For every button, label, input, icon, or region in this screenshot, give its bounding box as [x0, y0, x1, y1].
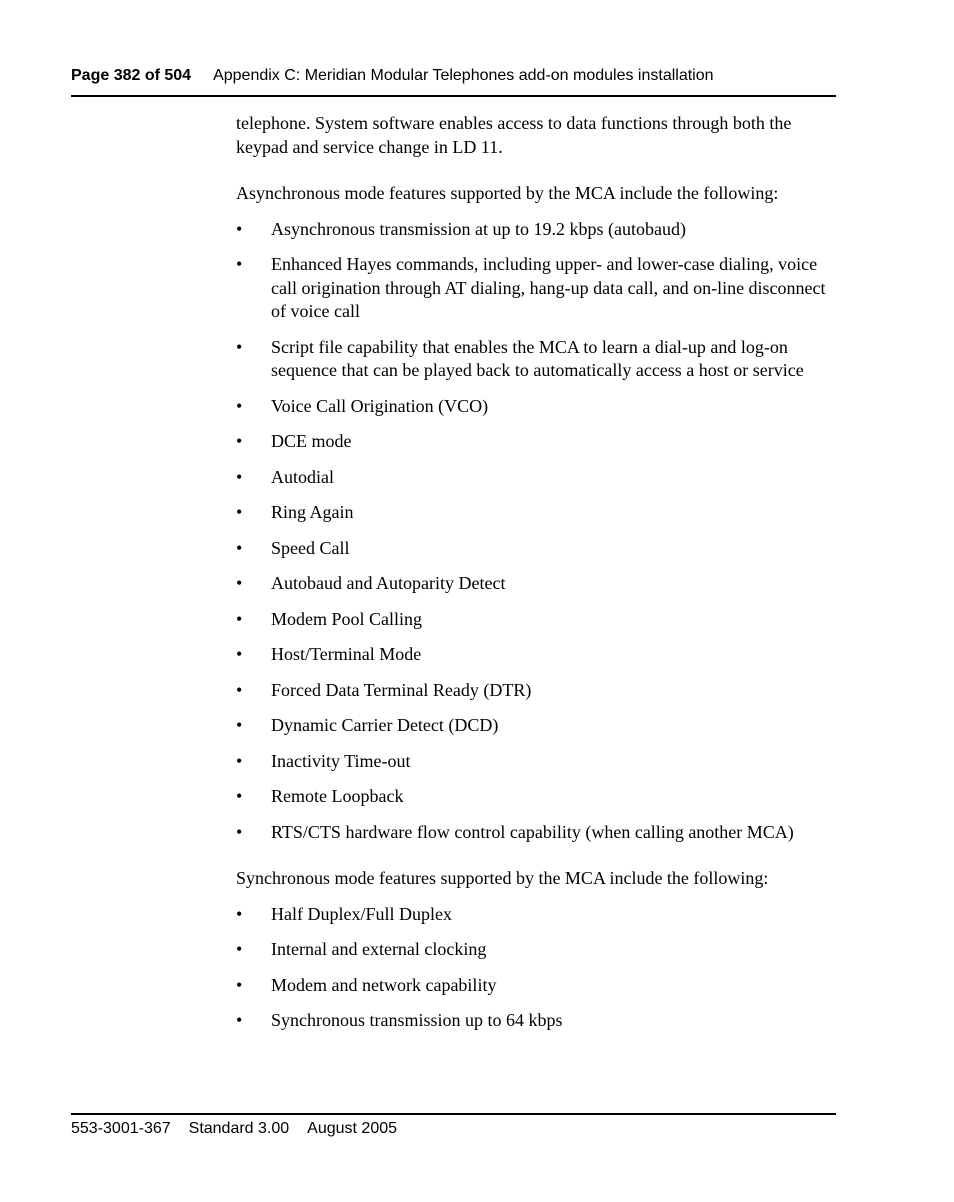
bullet-icon: •: [236, 573, 243, 593]
list-item-text: Autobaud and Autoparity Detect: [271, 573, 506, 593]
list-item-text: Speed Call: [271, 537, 350, 558]
bullet-icon: •: [236, 466, 243, 487]
publication-date: August 2005: [307, 1120, 398, 1137]
bullet-icon: •: [236, 786, 243, 806]
list-item: [236, 821, 840, 845]
bullet-icon: •: [236, 644, 243, 664]
bullet-icon: •: [236, 254, 243, 274]
list-item: [236, 785, 840, 809]
list-item-text: Synchronous transmission up to 64 kbps: [271, 1010, 563, 1030]
list-item-text: Inactivity Time-out: [271, 750, 411, 771]
chapter-title: Appendix C: Meridian Modular Telephones add-on modules installation: [213, 67, 714, 84]
list-item-text: Dynamic Carrier Detect (DCD): [271, 715, 499, 735]
bullet-icon: •: [236, 218, 243, 239]
list-item: [236, 974, 840, 998]
list-item: [236, 395, 840, 419]
continuation-paragraph: telephone. System software enables access to data functions through both the keypad and service change in LD 11.: [236, 113, 792, 157]
list-item-text: Internal and external clocking: [271, 939, 487, 959]
header-divider: [71, 95, 836, 97]
page-footer: [71, 1119, 397, 1139]
list-item-text: RTS/CTS hardware flow control capability (when calling another MCA): [271, 821, 794, 842]
bullet-icon: •: [236, 939, 243, 959]
list-item-text: Remote Loopback: [271, 786, 404, 806]
list-item: [236, 336, 840, 383]
list-item: [236, 466, 840, 490]
list-item: [236, 572, 840, 596]
list-item: [236, 679, 840, 703]
bullet-icon: •: [236, 715, 243, 735]
bullet-icon: •: [236, 903, 243, 924]
list-item-text: Host/Terminal Mode: [271, 644, 422, 664]
bullet-icon: •: [236, 502, 243, 522]
page-number: Page 382 of 504: [71, 67, 192, 84]
async-intro: Asynchronous mode features supported by the MCA include the following:: [236, 183, 779, 203]
bullet-icon: •: [236, 1010, 243, 1030]
sync-intro: Synchronous mode features supported by the MCA include the following:: [236, 868, 769, 888]
list-item: [236, 430, 840, 454]
list-item: [236, 750, 840, 774]
bullet-icon: •: [236, 537, 243, 558]
list-item: [236, 608, 840, 632]
bullet-icon: •: [236, 431, 243, 451]
footer-divider: [71, 1113, 836, 1115]
bullet-icon: •: [236, 821, 243, 842]
list-item-text: Asynchronous transmission at up to 19.2 kbps (autobaud): [271, 218, 686, 239]
bullet-icon: •: [236, 395, 243, 416]
list-item-text: Voice Call Origination (VCO): [271, 395, 489, 416]
list-item: [236, 501, 840, 525]
list-item-text: Modem Pool Calling: [271, 608, 423, 629]
list-item: [236, 643, 840, 667]
list-item: [236, 253, 840, 324]
page-body: [236, 112, 840, 1045]
list-item: [236, 1009, 840, 1033]
sync-feature-list: [236, 903, 840, 1033]
bullet-icon: •: [236, 679, 243, 700]
list-item: [236, 537, 840, 561]
list-item: [236, 938, 840, 962]
standard-version: Standard 3.00: [188, 1120, 290, 1137]
page-header: [71, 66, 836, 86]
bullet-icon: •: [236, 750, 243, 771]
bullet-icon: •: [236, 974, 243, 995]
list-item-text: Modem and network capability: [271, 974, 497, 995]
list-item-text: Autodial: [271, 466, 334, 487]
list-item: [236, 714, 840, 738]
list-item: [236, 903, 840, 927]
async-feature-list: [236, 218, 840, 845]
list-item-text: DCE mode: [271, 431, 352, 451]
list-item: [236, 218, 840, 242]
list-item-text: Script file capability that enables the MCA to learn a dial-up and log-on sequence that can be played back to automatically access a host or service: [271, 336, 804, 380]
list-item-text: Forced Data Terminal Ready (DTR): [271, 679, 532, 700]
bullet-icon: •: [236, 608, 243, 629]
list-item-text: Ring Again: [271, 502, 354, 522]
list-item-text: Enhanced Hayes commands, including upper- and lower-case dialing, voice call origination through AT dialing, hang-up data call, and on-line disconnect of voice call: [271, 254, 826, 321]
list-item-text: Half Duplex/Full Duplex: [271, 903, 452, 924]
doc-number: 553-3001-367: [71, 1120, 171, 1137]
bullet-icon: •: [236, 336, 243, 357]
